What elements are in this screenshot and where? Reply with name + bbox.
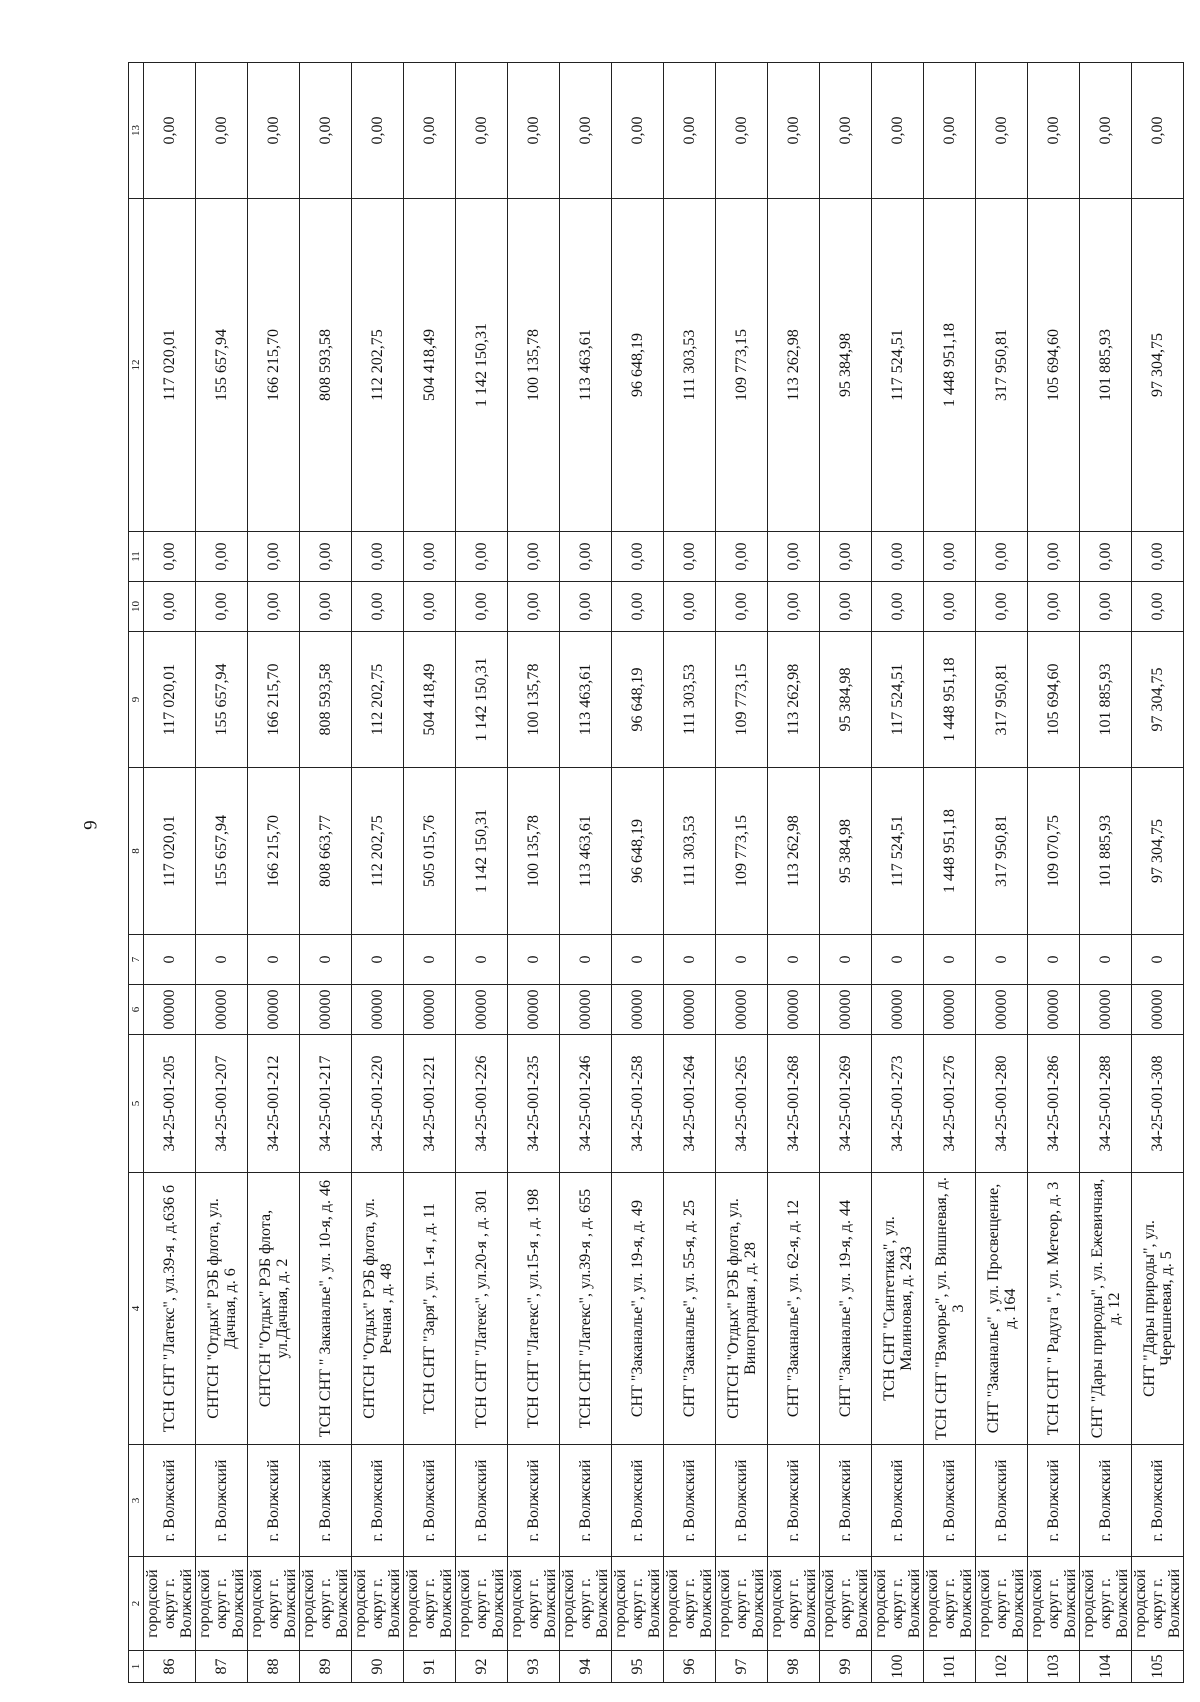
cell-value-col-12: 101 885,93 bbox=[1080, 199, 1132, 532]
cell-zero-value: 0 bbox=[248, 935, 300, 985]
cell-zero-value: 0 bbox=[352, 935, 404, 985]
cell-locality: г. Волжский bbox=[1080, 1445, 1132, 1557]
cell-value-col-13: 0,00 bbox=[144, 63, 196, 199]
cell-row-number: 90 bbox=[352, 1651, 404, 1683]
table-row bbox=[248, 63, 300, 1683]
table-row bbox=[1080, 63, 1132, 1683]
cell-address: ТСН СНТ " Заканалье", ул. 10-я, д. 46 bbox=[300, 1173, 352, 1445]
cell-value-col-8: 95 384,98 bbox=[820, 768, 872, 935]
cell-row-number: 94 bbox=[560, 1651, 612, 1683]
cell-cadastral-quarter: 34-25-001-264 bbox=[664, 1035, 716, 1173]
cell-row-number: 97 bbox=[716, 1651, 768, 1683]
cell-value-col-10: 0,00 bbox=[924, 582, 976, 632]
cell-value-col-8: 317 950,81 bbox=[976, 768, 1028, 935]
cell-value-col-10: 0,00 bbox=[196, 582, 248, 632]
cell-value-col-10: 0,00 bbox=[820, 582, 872, 632]
cell-zero-value: 0 bbox=[1080, 935, 1132, 985]
cell-value-col-10: 0,00 bbox=[508, 582, 560, 632]
cell-value-col-10: 0,00 bbox=[248, 582, 300, 632]
cell-cadastral-quarter: 34-25-001-221 bbox=[404, 1035, 456, 1173]
cell-cadastral-quarter: 34-25-001-308 bbox=[1132, 1035, 1184, 1173]
cell-value-col-13: 0,00 bbox=[1132, 63, 1184, 199]
cell-zero-value: 0 bbox=[196, 935, 248, 985]
cell-value-col-10: 0,00 bbox=[872, 582, 924, 632]
cell-value-col-8: 113 262,98 bbox=[768, 768, 820, 935]
cell-row-number: 92 bbox=[456, 1651, 508, 1683]
cell-municipality: городской округ г. Волжский bbox=[300, 1557, 352, 1651]
cell-row-number: 100 bbox=[872, 1651, 924, 1683]
cell-value-col-9: 97 304,75 bbox=[1132, 632, 1184, 768]
column-number-5: 5 bbox=[129, 1035, 144, 1173]
cell-cadastral-quarter: 34-25-001-280 bbox=[976, 1035, 1028, 1173]
cell-municipality: городской округ г. Волжский bbox=[664, 1557, 716, 1651]
cell-value-col-11: 0,00 bbox=[1028, 532, 1080, 582]
cell-value-col-13: 0,00 bbox=[1028, 63, 1080, 199]
cell-cadastral-quarter: 34-25-001-220 bbox=[352, 1035, 404, 1173]
cell-zero-value: 0 bbox=[716, 935, 768, 985]
cell-zero-value: 0 bbox=[976, 935, 1028, 985]
cell-code: 00000 bbox=[664, 985, 716, 1035]
cell-municipality: городской округ г. Волжский bbox=[352, 1557, 404, 1651]
cell-value-col-13: 0,00 bbox=[352, 63, 404, 199]
column-number-10: 10 bbox=[129, 582, 144, 632]
column-number-1: 1 bbox=[129, 1651, 144, 1683]
cell-municipality: городской округ г. Волжский bbox=[820, 1557, 872, 1651]
cell-locality: г. Волжский bbox=[352, 1445, 404, 1557]
column-number-8: 8 bbox=[129, 768, 144, 935]
cell-value-col-10: 0,00 bbox=[300, 582, 352, 632]
cell-locality: г. Волжский bbox=[560, 1445, 612, 1557]
cell-municipality: городской округ г. Волжский bbox=[560, 1557, 612, 1651]
cell-value-col-11: 0,00 bbox=[508, 532, 560, 582]
page-number: 6 bbox=[79, 820, 100, 830]
cell-zero-value: 0 bbox=[872, 935, 924, 985]
cell-value-col-8: 1 448 951,18 bbox=[924, 768, 976, 935]
cell-locality: г. Волжский bbox=[456, 1445, 508, 1557]
cell-value-col-9: 109 773,15 bbox=[716, 632, 768, 768]
cell-value-col-13: 0,00 bbox=[664, 63, 716, 199]
cell-cadastral-quarter: 34-25-001-265 bbox=[716, 1035, 768, 1173]
column-number-13: 13 bbox=[129, 63, 144, 199]
cell-zero-value: 0 bbox=[1028, 935, 1080, 985]
cell-address: ТСН СНТ "Заря", ул. 1-я , д. 11 bbox=[404, 1173, 456, 1445]
cell-value-col-13: 0,00 bbox=[924, 63, 976, 199]
cell-locality: г. Волжский bbox=[508, 1445, 560, 1557]
cell-cadastral-quarter: 34-25-001-269 bbox=[820, 1035, 872, 1173]
cell-code: 00000 bbox=[768, 985, 820, 1035]
table-row bbox=[976, 63, 1028, 1683]
cell-code: 00000 bbox=[560, 985, 612, 1035]
cell-value-col-8: 166 215,70 bbox=[248, 768, 300, 935]
cell-value-col-13: 0,00 bbox=[300, 63, 352, 199]
cell-zero-value: 0 bbox=[664, 935, 716, 985]
cell-zero-value: 0 bbox=[144, 935, 196, 985]
column-number-11: 11 bbox=[129, 532, 144, 582]
cell-code: 00000 bbox=[612, 985, 664, 1035]
cell-value-col-13: 0,00 bbox=[1080, 63, 1132, 199]
cell-value-col-11: 0,00 bbox=[664, 532, 716, 582]
cell-value-col-9: 155 657,94 bbox=[196, 632, 248, 768]
cell-value-col-9: 105 694,60 bbox=[1028, 632, 1080, 768]
cell-address: СНТСН "Отдых" РЭБ флота, ул. Дачная, д. 6 bbox=[196, 1173, 248, 1445]
table-row bbox=[872, 63, 924, 1683]
cell-value-col-11: 0,00 bbox=[144, 532, 196, 582]
cell-locality: г. Волжский bbox=[924, 1445, 976, 1557]
cell-value-col-11: 0,00 bbox=[872, 532, 924, 582]
cell-row-number: 99 bbox=[820, 1651, 872, 1683]
cell-code: 00000 bbox=[300, 985, 352, 1035]
cell-value-col-13: 0,00 bbox=[508, 63, 560, 199]
cell-value-col-8: 117 020,01 bbox=[144, 768, 196, 935]
rotated-table-container bbox=[128, 63, 1183, 1683]
cell-code: 00000 bbox=[1132, 985, 1184, 1035]
table-row bbox=[196, 63, 248, 1683]
cell-value-col-13: 0,00 bbox=[820, 63, 872, 199]
cell-value-col-8: 100 135,78 bbox=[508, 768, 560, 935]
cell-value-col-11: 0,00 bbox=[612, 532, 664, 582]
cell-cadastral-quarter: 34-25-001-205 bbox=[144, 1035, 196, 1173]
cell-value-col-8: 808 663,77 bbox=[300, 768, 352, 935]
cell-code: 00000 bbox=[196, 985, 248, 1035]
column-number-12: 12 bbox=[129, 199, 144, 532]
cell-code: 00000 bbox=[1028, 985, 1080, 1035]
column-number-row bbox=[129, 63, 144, 1683]
cell-row-number: 101 bbox=[924, 1651, 976, 1683]
cell-address: СНТ "Заканалье" , ул. Просвещение, д. 164 bbox=[976, 1173, 1028, 1445]
cell-cadastral-quarter: 34-25-001-286 bbox=[1028, 1035, 1080, 1173]
cell-value-col-9: 96 648,19 bbox=[612, 632, 664, 768]
cell-value-col-9: 112 202,75 bbox=[352, 632, 404, 768]
cell-value-col-8: 113 463,61 bbox=[560, 768, 612, 935]
cell-address: СНТ "Дары природы", ул. Ежевичная, д. 12 bbox=[1080, 1173, 1132, 1445]
cell-locality: г. Волжский bbox=[248, 1445, 300, 1557]
cell-zero-value: 0 bbox=[560, 935, 612, 985]
cell-municipality: городской округ г. Волжский bbox=[716, 1557, 768, 1651]
cell-value-col-10: 0,00 bbox=[1132, 582, 1184, 632]
cell-value-col-13: 0,00 bbox=[560, 63, 612, 199]
cell-code: 00000 bbox=[820, 985, 872, 1035]
cell-value-col-12: 166 215,70 bbox=[248, 199, 300, 532]
cell-value-col-12: 504 418,49 bbox=[404, 199, 456, 532]
cell-row-number: 98 bbox=[768, 1651, 820, 1683]
table-row bbox=[1132, 63, 1184, 1683]
cell-municipality: городской округ г. Волжский bbox=[248, 1557, 300, 1651]
cell-value-col-13: 0,00 bbox=[404, 63, 456, 199]
cell-value-col-9: 100 135,78 bbox=[508, 632, 560, 768]
cell-value-col-11: 0,00 bbox=[404, 532, 456, 582]
cell-value-col-10: 0,00 bbox=[144, 582, 196, 632]
cell-cadastral-quarter: 34-25-001-235 bbox=[508, 1035, 560, 1173]
table-row bbox=[924, 63, 976, 1683]
cell-row-number: 87 bbox=[196, 1651, 248, 1683]
table-row bbox=[144, 63, 196, 1683]
table-row bbox=[404, 63, 456, 1683]
cell-municipality: городской округ г. Волжский bbox=[196, 1557, 248, 1651]
cell-value-col-9: 1 142 150,31 bbox=[456, 632, 508, 768]
cell-value-col-10: 0,00 bbox=[1080, 582, 1132, 632]
cell-municipality: городской округ г. Волжский bbox=[1132, 1557, 1184, 1651]
cell-municipality: городской округ г. Волжский bbox=[924, 1557, 976, 1651]
column-number-6: 6 bbox=[129, 985, 144, 1035]
cell-code: 00000 bbox=[144, 985, 196, 1035]
cell-zero-value: 0 bbox=[300, 935, 352, 985]
cell-value-col-12: 109 773,15 bbox=[716, 199, 768, 532]
cell-value-col-9: 113 262,98 bbox=[768, 632, 820, 768]
cell-cadastral-quarter: 34-25-001-207 bbox=[196, 1035, 248, 1173]
cell-value-col-10: 0,00 bbox=[404, 582, 456, 632]
cell-value-col-13: 0,00 bbox=[248, 63, 300, 199]
cell-cadastral-quarter: 34-25-001-246 bbox=[560, 1035, 612, 1173]
cell-value-col-12: 113 262,98 bbox=[768, 199, 820, 532]
cell-value-col-12: 111 303,53 bbox=[664, 199, 716, 532]
cell-cadastral-quarter: 34-25-001-217 bbox=[300, 1035, 352, 1173]
cell-row-number: 93 bbox=[508, 1651, 560, 1683]
column-number-9: 9 bbox=[129, 632, 144, 768]
cell-municipality: городской округ г. Волжский bbox=[612, 1557, 664, 1651]
cell-code: 00000 bbox=[1080, 985, 1132, 1035]
cell-cadastral-quarter: 34-25-001-258 bbox=[612, 1035, 664, 1173]
cell-value-col-8: 112 202,75 bbox=[352, 768, 404, 935]
cell-value-col-11: 0,00 bbox=[1080, 532, 1132, 582]
cell-value-col-12: 100 135,78 bbox=[508, 199, 560, 532]
cell-value-col-11: 0,00 bbox=[456, 532, 508, 582]
cell-value-col-12: 95 384,98 bbox=[820, 199, 872, 532]
table-body bbox=[144, 63, 1184, 1683]
cell-value-col-8: 111 303,53 bbox=[664, 768, 716, 935]
register-table bbox=[128, 62, 1184, 1683]
cell-value-col-10: 0,00 bbox=[976, 582, 1028, 632]
cell-cadastral-quarter: 34-25-001-212 bbox=[248, 1035, 300, 1173]
cell-address: СНТСН "Отдых" РЭБ флота, ул. Виноградная , д. 28 bbox=[716, 1173, 768, 1445]
cell-cadastral-quarter: 34-25-001-273 bbox=[872, 1035, 924, 1173]
cell-code: 00000 bbox=[456, 985, 508, 1035]
cell-address: ТСН СНТ "Синтетика", ул. Малиновая, д. 243 bbox=[872, 1173, 924, 1445]
cell-row-number: 95 bbox=[612, 1651, 664, 1683]
cell-code: 00000 bbox=[976, 985, 1028, 1035]
cell-row-number: 103 bbox=[1028, 1651, 1080, 1683]
cell-address: СНТ "Заканалье", ул. 19-я, д. 44 bbox=[820, 1173, 872, 1445]
cell-value-col-8: 117 524,51 bbox=[872, 768, 924, 935]
cell-zero-value: 0 bbox=[924, 935, 976, 985]
cell-value-col-10: 0,00 bbox=[1028, 582, 1080, 632]
cell-code: 00000 bbox=[248, 985, 300, 1035]
cell-value-col-12: 97 304,75 bbox=[1132, 199, 1184, 532]
cell-row-number: 88 bbox=[248, 1651, 300, 1683]
cell-value-col-10: 0,00 bbox=[456, 582, 508, 632]
table-row bbox=[300, 63, 352, 1683]
cell-value-col-11: 0,00 bbox=[768, 532, 820, 582]
cell-value-col-8: 96 648,19 bbox=[612, 768, 664, 935]
cell-row-number: 86 bbox=[144, 1651, 196, 1683]
cell-locality: г. Волжский bbox=[872, 1445, 924, 1557]
cell-value-col-10: 0,00 bbox=[664, 582, 716, 632]
cell-value-col-9: 317 950,81 bbox=[976, 632, 1028, 768]
table-row bbox=[352, 63, 404, 1683]
cell-row-number: 104 bbox=[1080, 1651, 1132, 1683]
cell-value-col-12: 113 463,61 bbox=[560, 199, 612, 532]
cell-code: 00000 bbox=[924, 985, 976, 1035]
column-number-7: 7 bbox=[129, 935, 144, 985]
cell-code: 00000 bbox=[404, 985, 456, 1035]
table-row bbox=[664, 63, 716, 1683]
cell-value-col-11: 0,00 bbox=[1132, 532, 1184, 582]
table-row bbox=[612, 63, 664, 1683]
cell-value-col-13: 0,00 bbox=[612, 63, 664, 199]
cell-locality: г. Волжский bbox=[196, 1445, 248, 1557]
cell-value-col-11: 0,00 bbox=[560, 532, 612, 582]
cell-value-col-11: 0,00 bbox=[976, 532, 1028, 582]
cell-zero-value: 0 bbox=[612, 935, 664, 985]
cell-value-col-9: 111 303,53 bbox=[664, 632, 716, 768]
cell-municipality: городской округ г. Волжский bbox=[508, 1557, 560, 1651]
cell-code: 00000 bbox=[508, 985, 560, 1035]
cell-value-col-11: 0,00 bbox=[196, 532, 248, 582]
cell-locality: г. Волжский bbox=[300, 1445, 352, 1557]
table-row bbox=[768, 63, 820, 1683]
cell-value-col-12: 112 202,75 bbox=[352, 199, 404, 532]
cell-address: СНТ "Заканалье", ул. 55-я, д. 25 bbox=[664, 1173, 716, 1445]
cell-municipality: городской округ г. Волжский bbox=[1028, 1557, 1080, 1651]
cell-value-col-9: 1 448 951,18 bbox=[924, 632, 976, 768]
cell-value-col-13: 0,00 bbox=[768, 63, 820, 199]
cell-value-col-9: 504 418,49 bbox=[404, 632, 456, 768]
cell-value-col-10: 0,00 bbox=[612, 582, 664, 632]
cell-value-col-12: 317 950,81 bbox=[976, 199, 1028, 532]
cell-value-col-12: 808 593,58 bbox=[300, 199, 352, 532]
cell-value-col-13: 0,00 bbox=[196, 63, 248, 199]
cell-municipality: городской округ г. Волжский bbox=[1080, 1557, 1132, 1651]
cell-row-number: 96 bbox=[664, 1651, 716, 1683]
cell-code: 00000 bbox=[716, 985, 768, 1035]
table-row bbox=[716, 63, 768, 1683]
cell-value-col-9: 101 885,93 bbox=[1080, 632, 1132, 768]
column-number-2: 2 bbox=[129, 1557, 144, 1651]
cell-code: 00000 bbox=[872, 985, 924, 1035]
table-row bbox=[456, 63, 508, 1683]
cell-value-col-8: 505 015,76 bbox=[404, 768, 456, 935]
cell-cadastral-quarter: 34-25-001-226 bbox=[456, 1035, 508, 1173]
cell-value-col-9: 808 593,58 bbox=[300, 632, 352, 768]
cell-value-col-9: 117 020,01 bbox=[144, 632, 196, 768]
cell-address: ТСН СНТ "Латекс", ул.15-я , д. 198 bbox=[508, 1173, 560, 1445]
cell-address: ТСН СНТ "Латекс", ул.39-я , д.636 б bbox=[144, 1173, 196, 1445]
cell-zero-value: 0 bbox=[456, 935, 508, 985]
cell-municipality: городской округ г. Волжский bbox=[144, 1557, 196, 1651]
cell-row-number: 105 bbox=[1132, 1651, 1184, 1683]
cell-value-col-11: 0,00 bbox=[300, 532, 352, 582]
cell-address: ТСН СНТ "Взморье", ул. Вишневая, д. 3 bbox=[924, 1173, 976, 1445]
table-row bbox=[508, 63, 560, 1683]
cell-locality: г. Волжский bbox=[144, 1445, 196, 1557]
cell-zero-value: 0 bbox=[820, 935, 872, 985]
cell-value-col-8: 101 885,93 bbox=[1080, 768, 1132, 935]
cell-value-col-13: 0,00 bbox=[716, 63, 768, 199]
cell-zero-value: 0 bbox=[1132, 935, 1184, 985]
cell-value-col-13: 0,00 bbox=[976, 63, 1028, 199]
cell-address: ТСН СНТ "Латекс", ул.39-я , д. 655 bbox=[560, 1173, 612, 1445]
cell-address: ТСН СНТ "Латекс", ул.20-я , д. 301 bbox=[456, 1173, 508, 1445]
cell-cadastral-quarter: 34-25-001-288 bbox=[1080, 1035, 1132, 1173]
cell-value-col-10: 0,00 bbox=[768, 582, 820, 632]
cell-municipality: городской округ г. Волжский bbox=[456, 1557, 508, 1651]
cell-zero-value: 0 bbox=[404, 935, 456, 985]
cell-value-col-12: 105 694,60 bbox=[1028, 199, 1080, 532]
cell-municipality: городской округ г. Волжский bbox=[404, 1557, 456, 1651]
cell-locality: г. Волжский bbox=[612, 1445, 664, 1557]
column-number-4: 4 bbox=[129, 1173, 144, 1445]
cell-locality: г. Волжский bbox=[768, 1445, 820, 1557]
cell-value-col-13: 0,00 bbox=[456, 63, 508, 199]
cell-address: СНТ "Заканалье", ул. 19-я, д. 49 bbox=[612, 1173, 664, 1445]
cell-zero-value: 0 bbox=[768, 935, 820, 985]
cell-address: ТСН СНТ " Радуга ", ул. Метеор, д. 3 bbox=[1028, 1173, 1080, 1445]
cell-value-col-10: 0,00 bbox=[716, 582, 768, 632]
cell-value-col-12: 96 648,19 bbox=[612, 199, 664, 532]
cell-value-col-11: 0,00 bbox=[716, 532, 768, 582]
cell-locality: г. Волжский bbox=[404, 1445, 456, 1557]
cell-value-col-8: 109 773,15 bbox=[716, 768, 768, 935]
cell-address: СНТСН "Отдых" РЭБ флота, ул. Речная , д. 48 bbox=[352, 1173, 404, 1445]
cell-value-col-10: 0,00 bbox=[560, 582, 612, 632]
cell-value-col-9: 113 463,61 bbox=[560, 632, 612, 768]
cell-locality: г. Волжский bbox=[820, 1445, 872, 1557]
cell-value-col-10: 0,00 bbox=[352, 582, 404, 632]
cell-locality: г. Волжский bbox=[976, 1445, 1028, 1557]
cell-locality: г. Волжский bbox=[664, 1445, 716, 1557]
table-row bbox=[1028, 63, 1080, 1683]
cell-locality: г. Волжский bbox=[716, 1445, 768, 1557]
cell-address: СНТ "Заканалье", ул. 62-я, д. 12 bbox=[768, 1173, 820, 1445]
cell-row-number: 91 bbox=[404, 1651, 456, 1683]
cell-value-col-12: 117 524,51 bbox=[872, 199, 924, 532]
cell-value-col-8: 97 304,75 bbox=[1132, 768, 1184, 935]
cell-value-col-9: 95 384,98 bbox=[820, 632, 872, 768]
table-row bbox=[560, 63, 612, 1683]
cell-cadastral-quarter: 34-25-001-268 bbox=[768, 1035, 820, 1173]
cell-municipality: городской округ г. Волжский bbox=[872, 1557, 924, 1651]
cell-locality: г. Волжский bbox=[1132, 1445, 1184, 1557]
cell-row-number: 89 bbox=[300, 1651, 352, 1683]
cell-value-col-8: 109 070,75 bbox=[1028, 768, 1080, 935]
cell-value-col-9: 166 215,70 bbox=[248, 632, 300, 768]
cell-value-col-8: 155 657,94 bbox=[196, 768, 248, 935]
cell-value-col-12: 1 142 150,31 bbox=[456, 199, 508, 532]
cell-value-col-11: 0,00 bbox=[820, 532, 872, 582]
cell-cadastral-quarter: 34-25-001-276 bbox=[924, 1035, 976, 1173]
cell-value-col-13: 0,00 bbox=[872, 63, 924, 199]
cell-value-col-11: 0,00 bbox=[924, 532, 976, 582]
cell-code: 00000 bbox=[352, 985, 404, 1035]
cell-locality: г. Волжский bbox=[1028, 1445, 1080, 1557]
column-number-3: 3 bbox=[129, 1445, 144, 1557]
cell-value-col-12: 1 448 951,18 bbox=[924, 199, 976, 532]
cell-municipality: городской округ г. Волжский bbox=[768, 1557, 820, 1651]
cell-address: СНТ "Дары природы", ул. Черешневая, д. 5 bbox=[1132, 1173, 1184, 1445]
cell-municipality: городской округ г. Волжский bbox=[976, 1557, 1028, 1651]
cell-value-col-8: 1 142 150,31 bbox=[456, 768, 508, 935]
cell-value-col-11: 0,00 bbox=[248, 532, 300, 582]
cell-value-col-12: 155 657,94 bbox=[196, 199, 248, 532]
cell-zero-value: 0 bbox=[508, 935, 560, 985]
cell-row-number: 102 bbox=[976, 1651, 1028, 1683]
cell-value-col-11: 0,00 bbox=[352, 532, 404, 582]
cell-value-col-12: 117 020,01 bbox=[144, 199, 196, 532]
cell-value-col-9: 117 524,51 bbox=[872, 632, 924, 768]
cell-address: СНТСН "Отдых" РЭБ флота, ул.Дачная, д. 2 bbox=[248, 1173, 300, 1445]
table-row bbox=[820, 63, 872, 1683]
